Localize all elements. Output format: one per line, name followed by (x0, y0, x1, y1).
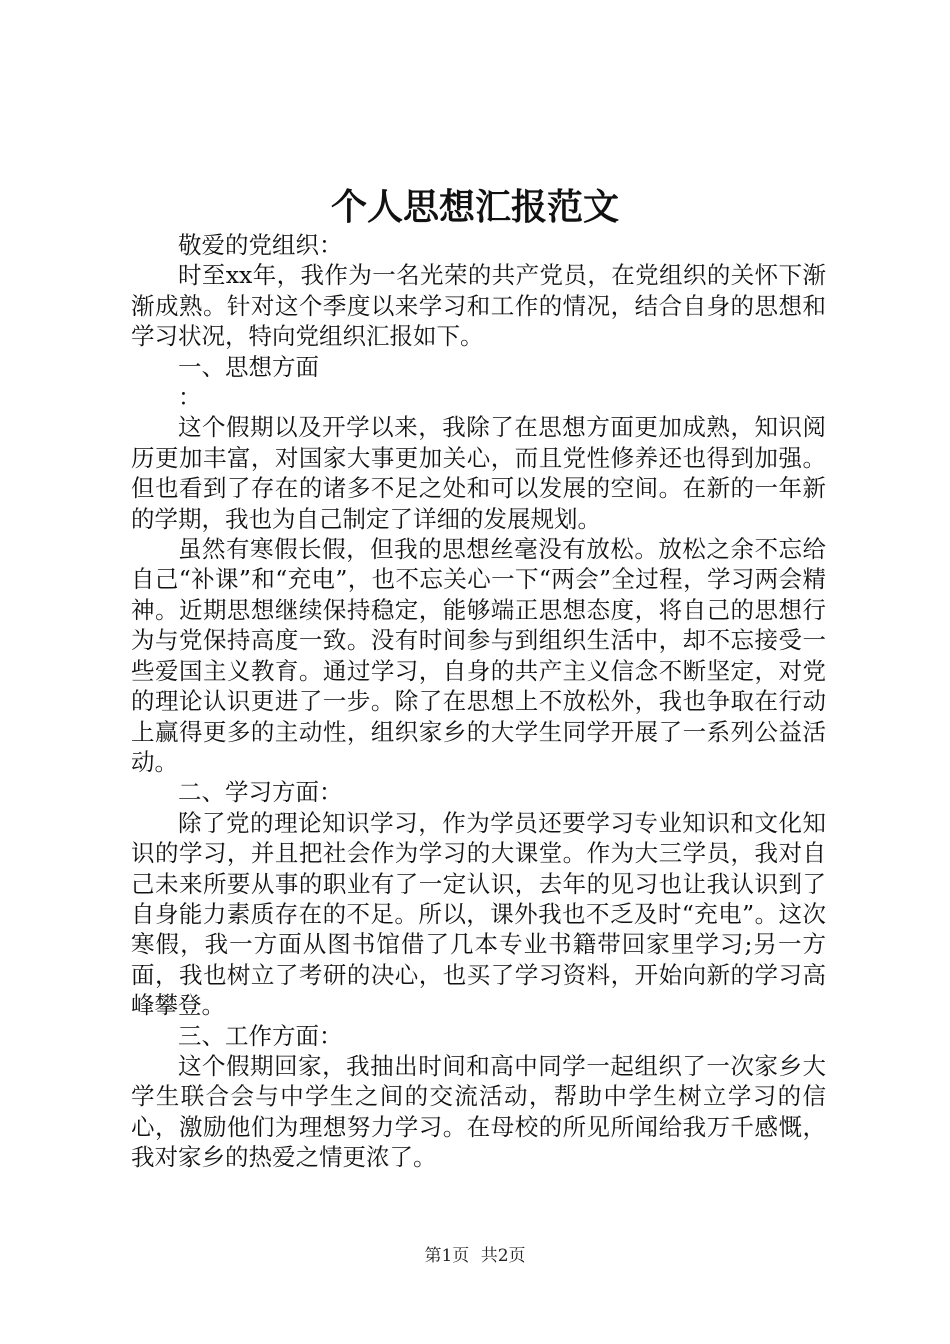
page-footer (0, 1241, 950, 1266)
section-heading-study: 二、学习方面： (178, 778, 343, 807)
salutation: 敬爱的党组织： (178, 231, 343, 259)
intro-paragraph: 时至xx年，我作为一名光荣的共产党员，在党组织的关怀下渐渐成熟。针对这个季度以来学习和工作的情况，结合自身的思想和学习状况，特向党组织汇报如下。 (131, 261, 826, 351)
page-number: 第1页 (424, 1246, 470, 1266)
study-paragraph: 除了党的理论知识学习，作为学员还要学习专业知识和文化知识的学习，并且把社会作为学习的大课堂。作为大三学员，我对自己未来所要从事的职业有了一定认识，去年的见习也让我认识到了自身能力素质存在的不足。所以，课外我也不乏及时“充电”。这次寒假，我一方面从图书馆借了几本专业书籍带回家里学习;另一方面，我也树立了考研的决心，也买了学习资料，开始向新的学习高峰攀登。 (131, 808, 826, 1020)
thought-paragraph-2: 虽然有寒假长假，但我的思想丝毫没有放松。放松之余不忘给自己“补课”和“充电”，也不忘关心一下“两会”全过程，学习两会精神。近期思想继续保持稳定，能够端正思想态度，将自己的思想行为与党保持高度一致。没有时间参与到组织生活中，却不忘接受一些爱国主义教育。通过学习，自身的共产主义信念不断坚定，对党的理论认识更进了一步。除了在思想上不放松外，我也争取在行动上赢得更多的主动性，组织家乡的大学生同学开展了一系列公益活动。 (131, 535, 826, 776)
section-heading-work: 三、工作方面： (178, 1021, 343, 1050)
page-total: 共2页 (480, 1246, 526, 1266)
document-body (131, 230, 826, 1173)
section-heading-thought: 一、思想方面 (178, 352, 319, 381)
thought-paragraph-1: 这个假期以及开学以来，我除了在思想方面更加成熟，知识阅历更加丰富，对国家大事更加关心，而且党性修养还也得到加强。但也看到了存在的诸多不足之处和可以发展的空间。在新的一年新的学期，我也为自己制定了详细的发展规划。 (131, 413, 826, 533)
document-title: 个人思想汇报范文 (330, 186, 619, 228)
work-paragraph: 这个假期回家，我抽出时间和高中同学一起组织了一次家乡大学生联合会与中学生之间的交流活动，帮助中学生树立学习的信心，激励他们为理想努力学习。在母校的所见所闻给我万千感慨，我对家乡的热爱之情更浓了。 (131, 1051, 826, 1172)
stray-colon-line: ： (178, 383, 202, 412)
